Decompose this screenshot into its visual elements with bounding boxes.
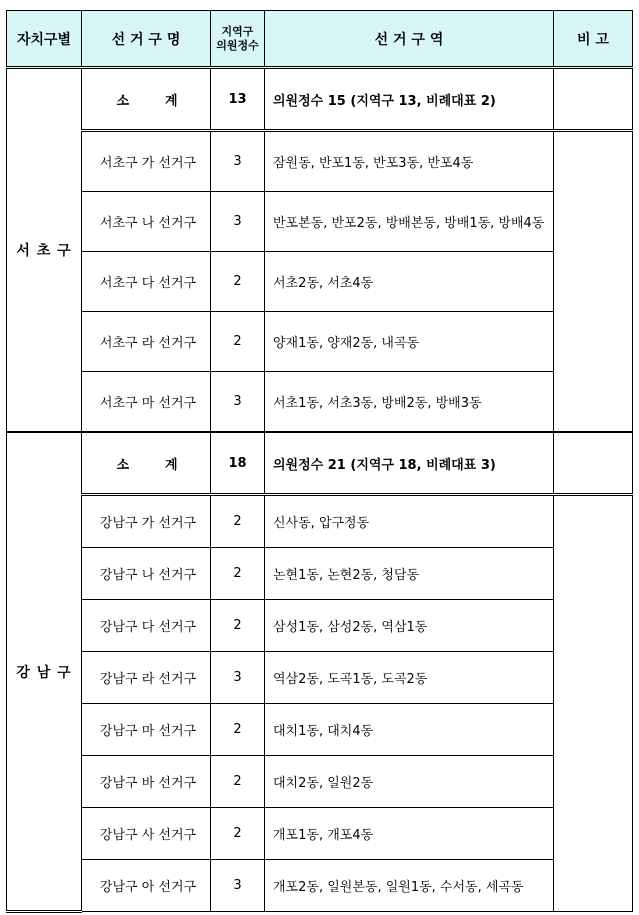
table-row [7, 548, 633, 600]
subtotal-area: 의원정수 15 (지역구 13, 비례대표 2) [265, 68, 554, 131]
region-seocho: 서 초 구 [7, 68, 82, 433]
district-area: 반포본동, 반포2동, 방배본동, 방배1동, 방배4동 [265, 192, 554, 252]
subtotal-row-gangnam [7, 432, 633, 495]
subtotal-row-seocho [7, 68, 633, 131]
table-row [7, 131, 633, 192]
header-row [7, 11, 633, 68]
district-name: 서초구 마 선거구 [82, 372, 211, 433]
header-region: 자치구별 [7, 11, 82, 68]
table-row [7, 860, 633, 912]
table-row [7, 600, 633, 652]
district-area: 양재1동, 양재2동, 내곡동 [265, 312, 554, 372]
district-name: 서초구 나 선거구 [82, 192, 211, 252]
district-seats: 3 [211, 192, 265, 252]
district-name: 강남구 바 선거구 [82, 756, 211, 808]
note-cell [554, 131, 633, 433]
district-name: 강남구 다 선거구 [82, 600, 211, 652]
district-seats: 2 [211, 600, 265, 652]
district-seats: 2 [211, 252, 265, 312]
district-name: 서초구 라 선거구 [82, 312, 211, 372]
table-row [7, 372, 633, 433]
district-name: 강남구 마 선거구 [82, 704, 211, 756]
region-gangnam: 강 남 구 [7, 432, 82, 912]
header-area: 선 거 구 역 [265, 11, 554, 68]
district-area: 논현1동, 논현2동, 청담동 [265, 548, 554, 600]
district-seats: 2 [211, 312, 265, 372]
district-name: 강남구 라 선거구 [82, 652, 211, 704]
district-area: 개포1동, 개포4동 [265, 808, 554, 860]
subtotal-area: 의원정수 21 (지역구 18, 비례대표 3) [265, 432, 554, 495]
district-area: 서초2동, 서초4동 [265, 252, 554, 312]
note-cell [554, 432, 633, 495]
district-seats: 3 [211, 652, 265, 704]
table-row [7, 704, 633, 756]
header-district: 선 거 구 명 [82, 11, 211, 68]
header-note: 비 고 [554, 11, 633, 68]
subtotal-seats: 13 [211, 68, 265, 131]
district-name: 강남구 가 선거구 [82, 495, 211, 548]
district-area: 신사동, 압구정동 [265, 495, 554, 548]
district-area: 잠원동, 반포1동, 반포3동, 반포4동 [265, 131, 554, 192]
table-row [7, 252, 633, 312]
district-name: 강남구 아 선거구 [82, 860, 211, 912]
district-area: 삼성1동, 삼성2동, 역삼1동 [265, 600, 554, 652]
subtotal-seats: 18 [211, 432, 265, 495]
district-area: 서초1동, 서초3동, 방배2동, 방배3동 [265, 372, 554, 433]
district-area: 대치2동, 일원2동 [265, 756, 554, 808]
subtotal-label: 소 계 [82, 432, 211, 495]
district-area: 대치1동, 대치4동 [265, 704, 554, 756]
district-area: 역삼2동, 도곡1동, 도곡2동 [265, 652, 554, 704]
district-seats: 2 [211, 756, 265, 808]
district-seats: 2 [211, 704, 265, 756]
header-seats [211, 11, 265, 68]
table-row [7, 192, 633, 252]
district-name: 강남구 나 선거구 [82, 548, 211, 600]
district-name: 서초구 다 선거구 [82, 252, 211, 312]
district-seats: 2 [211, 808, 265, 860]
subtotal-label: 소 계 [82, 68, 211, 131]
district-seats: 2 [211, 495, 265, 548]
note-cell [554, 68, 633, 131]
district-name: 강남구 사 선거구 [82, 808, 211, 860]
district-seats: 3 [211, 860, 265, 912]
header-seats-line1: 지역구 [221, 24, 254, 38]
table-row [7, 756, 633, 808]
district-seats: 2 [211, 548, 265, 600]
district-table [6, 10, 633, 913]
district-seats: 3 [211, 131, 265, 192]
header-seats-line2: 의원정수 [216, 38, 259, 52]
table-row [7, 652, 633, 704]
district-name: 서초구 가 선거구 [82, 131, 211, 192]
table-row [7, 808, 633, 860]
district-area: 개포2동, 일원본동, 일원1동, 수서동, 세곡동 [265, 860, 554, 912]
table-row [7, 495, 633, 548]
table-row [7, 312, 633, 372]
district-seats: 3 [211, 372, 265, 433]
note-cell [554, 495, 633, 912]
